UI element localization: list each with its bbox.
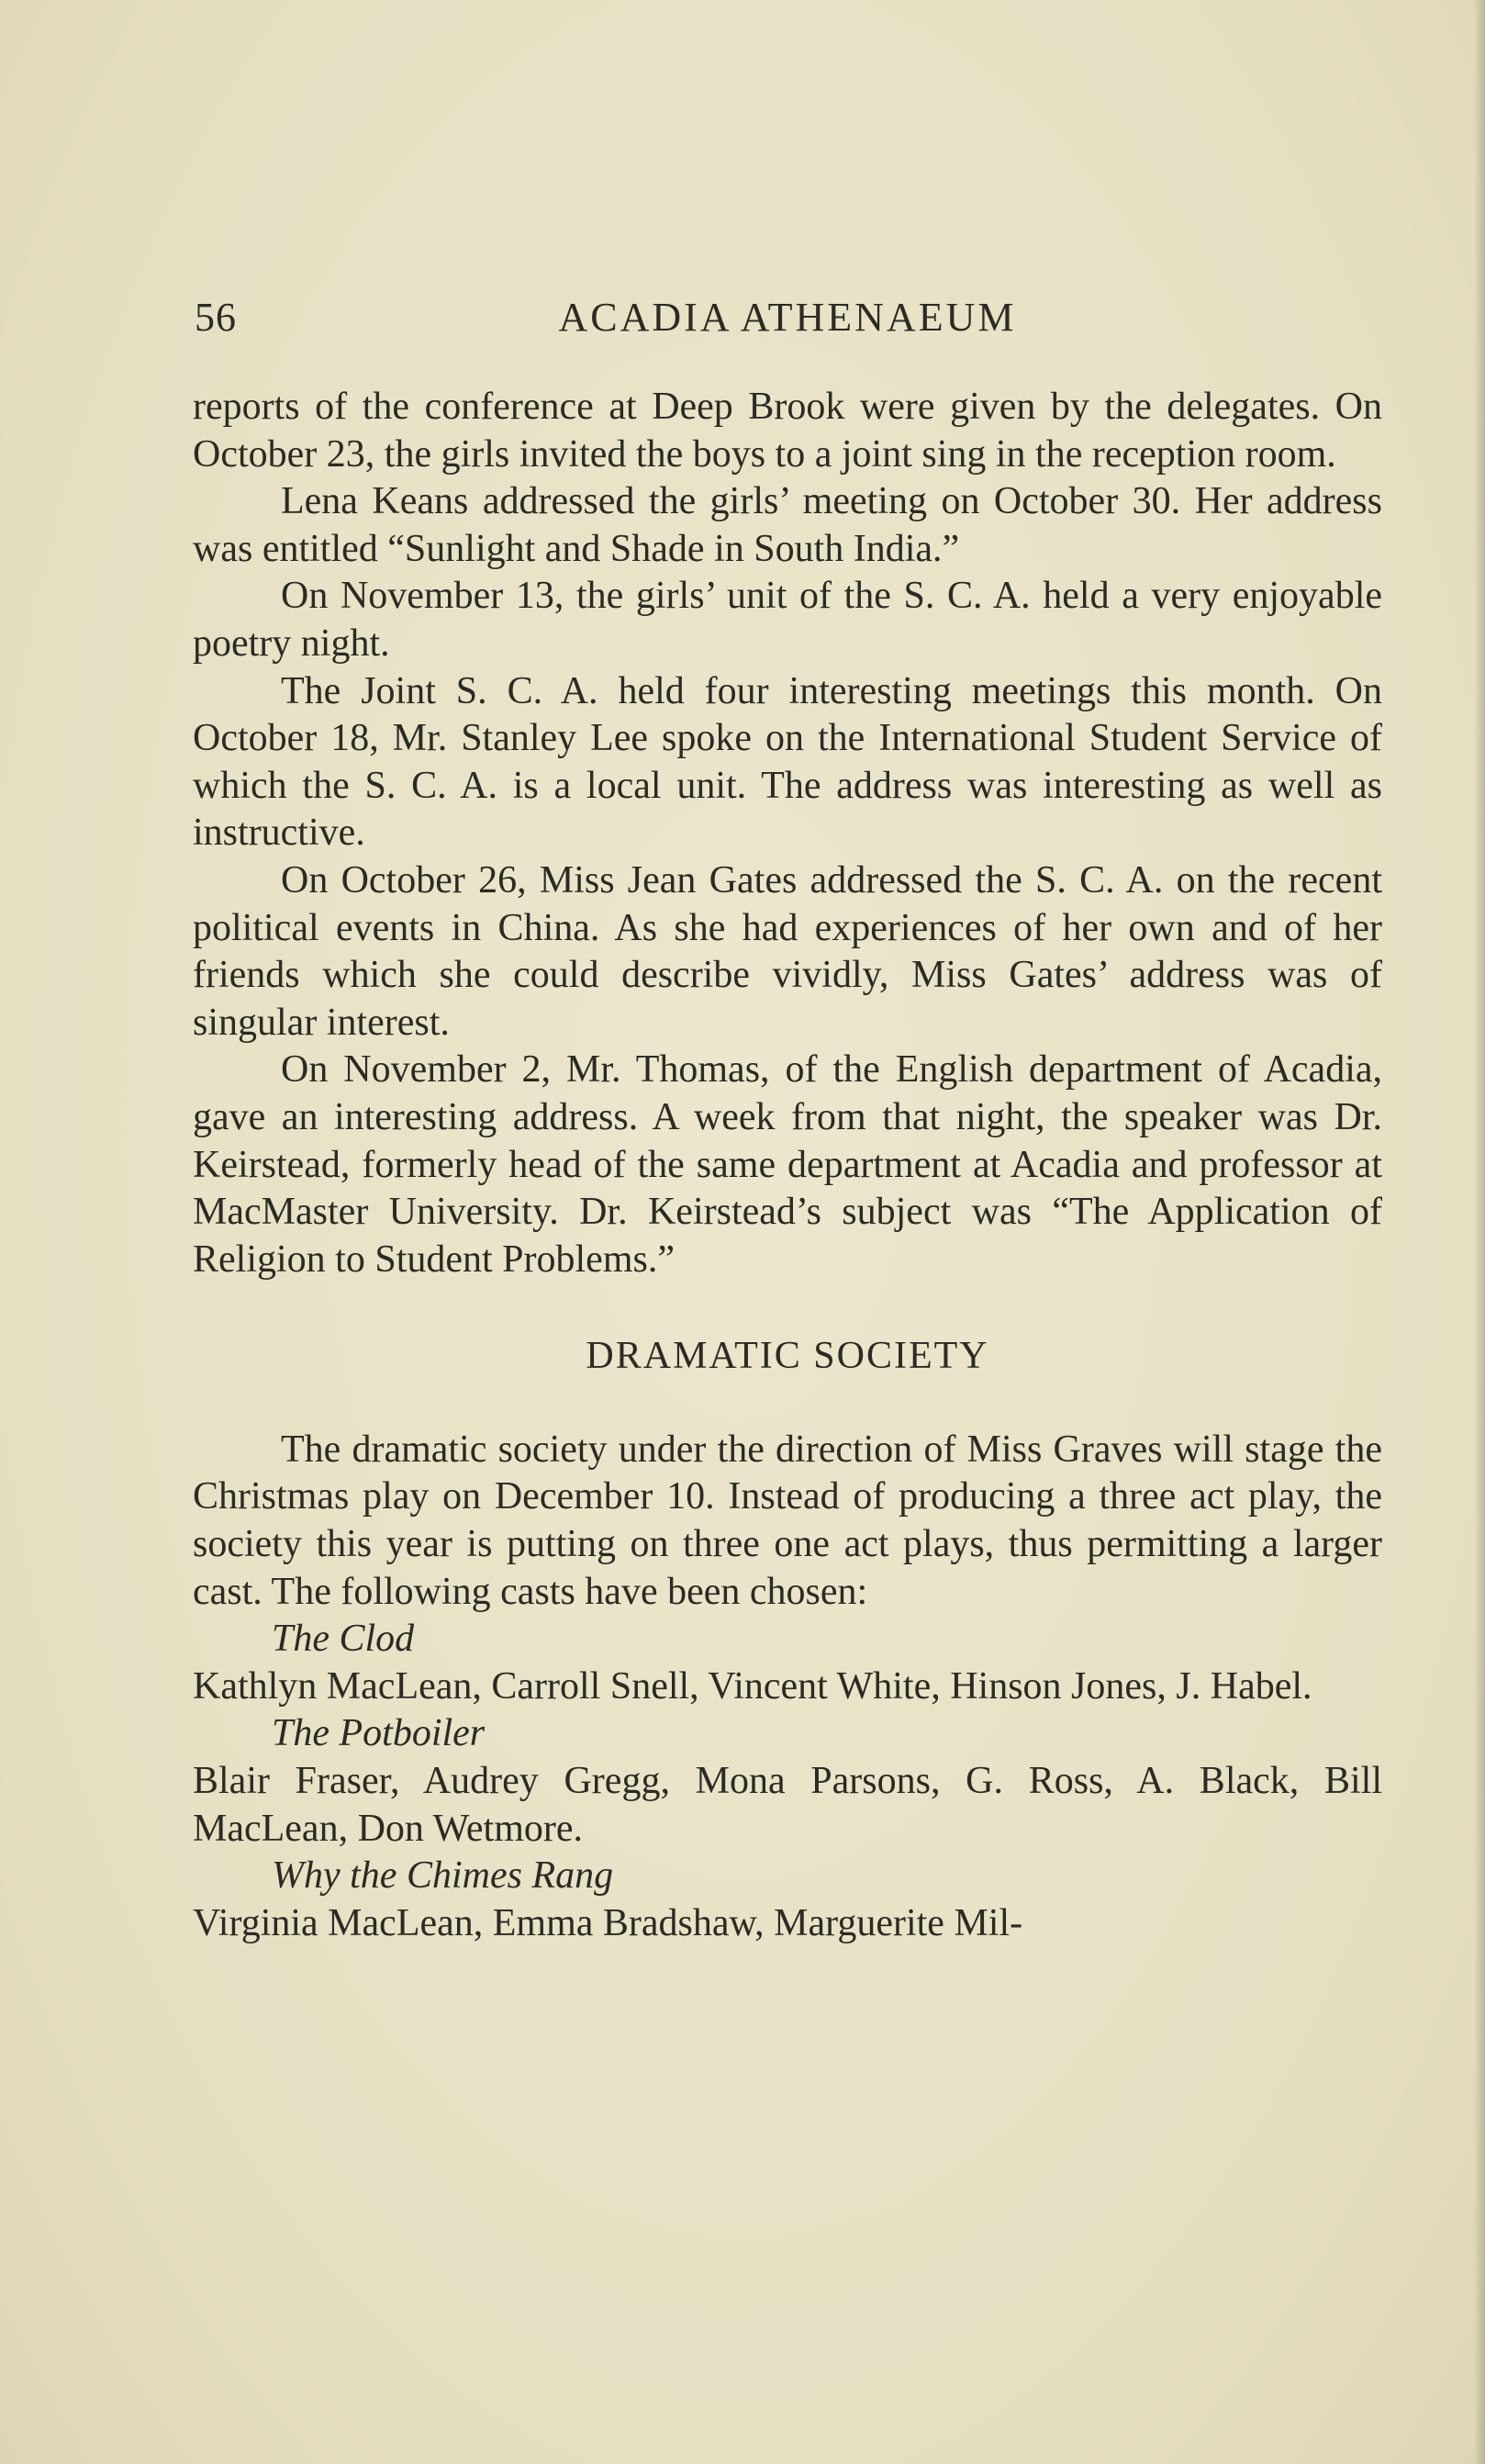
play-title: The Potboiler (272, 1712, 486, 1755)
page-number: 56 (195, 295, 237, 340)
paragraph: reports of the conference at Deep Brook were given by the delegates. On October 23, the girls invited the boys to a joint sing in the reception room. (193, 386, 1382, 476)
page-edge (1474, 0, 1485, 2464)
article-body (193, 384, 1382, 1947)
paragraph: On November 2, Mr. Thomas, of the English department of Acadia, gave an interesting address. A week from that night, the speaker was Dr. Keirstead, formerly head of the same department at Acadia and professor at MacMaster University. Dr. Keirstead’s subject was “The Application of Religion to Student Problems.” (193, 1048, 1382, 1281)
cast-list: Virginia MacLean, Emma Bradshaw, Marguerite Mil- (193, 1901, 1023, 1944)
paragraph: On October 26, Miss Jean Gates addressed the S. C. A. on the recent political events in China. As she had experiences of her own and of her friends which she could describe vividly, Miss Gates’ address was of singular interest. (193, 858, 1382, 1044)
paragraph: On November 13, the girls’ unit of the S. C. A. held a very enjoyable poetry night. (193, 575, 1382, 665)
running-head: ACADIA ATHENAEUM (558, 295, 1017, 340)
play-title: Why the Chimes Rang (272, 1854, 614, 1898)
cast-list: Blair Fraser, Audrey Gregg, Mona Parsons, G. Ross, A. Black, Bill MacLean, Don Wetmore. (193, 1760, 1382, 1850)
paragraph: The dramatic society under the direction of Miss Graves will stage the Christmas play on December 10. Instead of producing a three act play, the society this year is putting on three one act plays, thus permitting a larger cast. The following casts have been chosen: (193, 1428, 1382, 1613)
section-title: DRAMATIC SOCIETY (586, 1335, 989, 1378)
cast-list: Kathlyn MacLean, Carroll Snell, Vincent White, Hinson Jones, J. Habel. (193, 1664, 1312, 1708)
play-title: The Clod (272, 1618, 415, 1661)
paragraph: The Joint S. C. A. held four interesting meetings this month. On October 18, Mr. Stanley Lee spoke on the International Student Service of which the S. C. A. is a local unit. The address was interesting as well as instructive. (193, 669, 1382, 855)
paragraph: Lena Keans addressed the girls’ meeting on October 30. Her address was entitled “Sunlight and Shade in South India.” (193, 480, 1382, 570)
